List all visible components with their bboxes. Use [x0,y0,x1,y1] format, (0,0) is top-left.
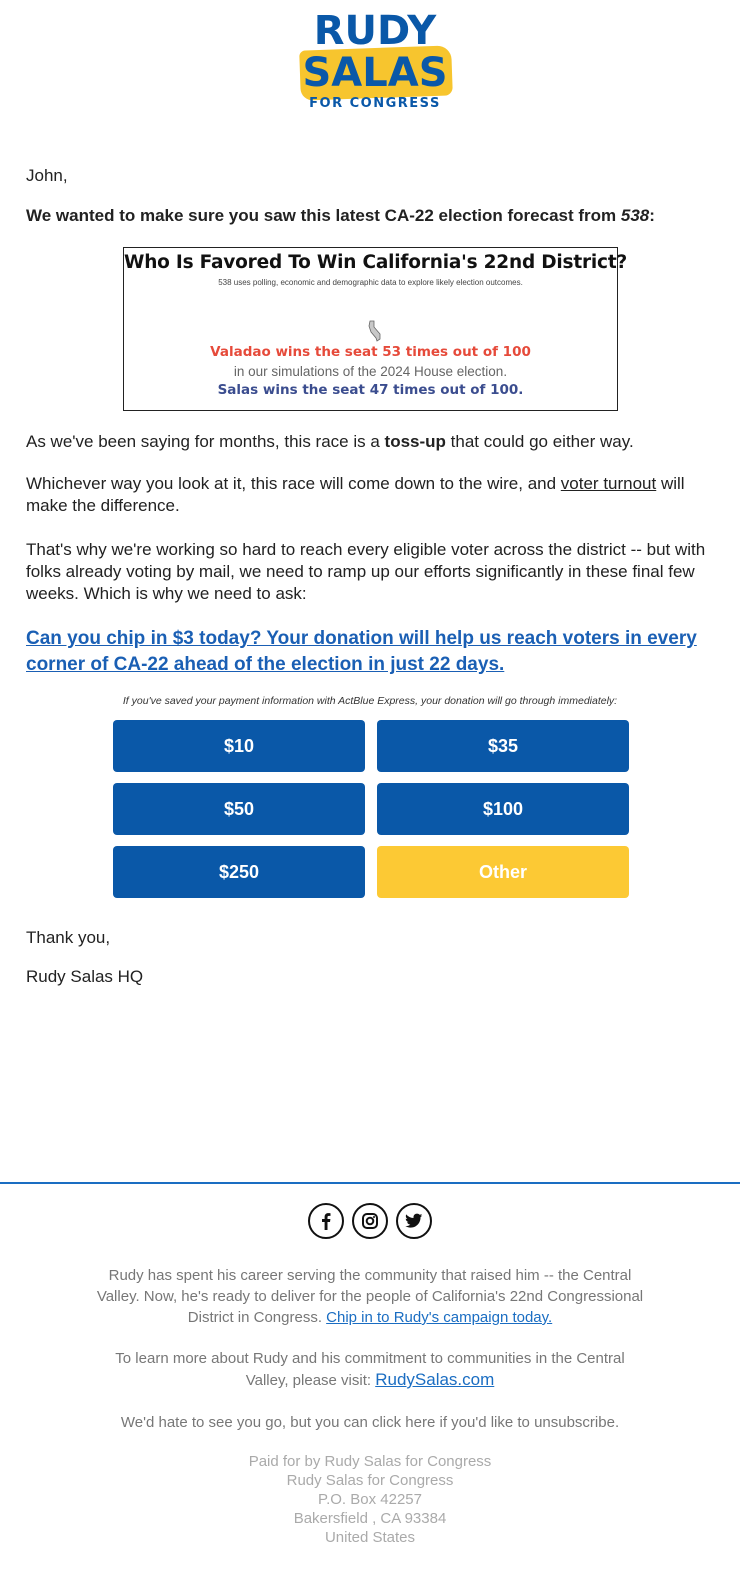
intro-end: : [649,206,655,225]
facebook-icon[interactable] [308,1203,344,1239]
instagram-icon[interactable] [352,1203,388,1239]
toss-up-before: As we've been saying for months, this race is a [26,432,385,451]
paragraph-toss-up [26,431,726,453]
footer-learn-more [0,1348,740,1391]
logo-line-rudy: RUDY [313,8,437,54]
legal-country: United States [324,1529,416,1546]
donate-cta-link[interactable]: Can you chip in $3 today? Your donation will help us reach voters in every corner of CA-22 ahead of the election in just 22 days. [26,628,697,675]
twitter-icon[interactable] [396,1203,432,1239]
forecast-subtitle: 538 uses polling, economic and demographic data to explore likely election outcomes. [218,278,523,287]
paragraph-ask: That's why we're working so hard to reach every eligible voter across the district -- but with folks already voting by mail, we need to ramp up our efforts significantly in these final few weeks. Which is why we need to ask: [26,540,706,603]
forecast-title: Who Is Favored To Win California's 22nd District? [124,252,627,273]
footer-about [0,1265,740,1328]
forecast-valadao-line: Valadao wins the seat 53 times out of 100 [210,344,531,360]
donate-50-button[interactable]: $50 [113,783,365,835]
logo-line-salas: SALAS [302,50,448,96]
donate-250-button[interactable]: $250 [113,846,365,898]
campaign-logo [0,8,750,118]
closing: Thank you, [26,928,111,947]
footer-website-link[interactable]: RudySalas.com [375,1370,495,1389]
logo-line-for-congress: FOR CONGRESS [309,96,441,111]
footer-about-text: Rudy has spent his career serving the community that raised him -- the Central Valley. Now, he's ready to deliver for the people of California's 22nd Congressional District in Congress. [96,1267,644,1326]
legal-city: Bakersfield , CA 93384 [293,1510,447,1527]
intro-lead: We wanted to make sure you saw this latest CA-22 election forecast from [26,206,621,225]
toss-up-after: that could go either way. [445,432,634,451]
footer-unsubscribe[interactable]: We'd hate to see you go, but you can click here if you'd like to unsubscribe. [120,1414,620,1431]
footer-divider [0,1182,740,1184]
toss-up-bold: toss-up [384,432,446,451]
forecast-graphic [123,247,627,411]
footer-chip-in-link[interactable]: Chip in to Rudy's campaign today. [326,1309,553,1326]
donate-100-button[interactable]: $100 [377,783,629,835]
actblue-express-note: If you've saved your payment information with ActBlue Express, your donation will go through immediately: [122,695,618,707]
forecast-salas-line: Salas wins the seat 47 times out of 100. [217,382,524,398]
greeting: John, [26,166,68,185]
signature: Rudy Salas HQ [26,967,144,986]
california-district-map-icon [368,320,382,342]
legal-paid-for: Paid for by Rudy Salas for Congress [248,1453,492,1470]
legal-committee: Rudy Salas for Congress [286,1472,454,1489]
intro-text [26,205,726,227]
paragraph-turnout [26,473,726,517]
turnout-before: Whichever way you look at it, this race will come down to the wire, and [26,474,561,493]
turnout-after: will make the difference. [26,474,685,515]
donate-35-button[interactable]: $35 [377,720,629,772]
turnout-underline: voter turnout [560,474,657,493]
donate-10-button[interactable]: $10 [113,720,365,772]
footer-learn-text: To learn more about Rudy and his commitment to communities in the Central Valley, please visit: [115,1350,625,1389]
donate-other-button[interactable]: Other [377,846,629,898]
forecast-middle-line: in our simulations of the 2024 House election. [233,364,508,379]
legal-po-box: P.O. Box 42257 [318,1491,422,1508]
intro-source: 538 [620,206,650,225]
